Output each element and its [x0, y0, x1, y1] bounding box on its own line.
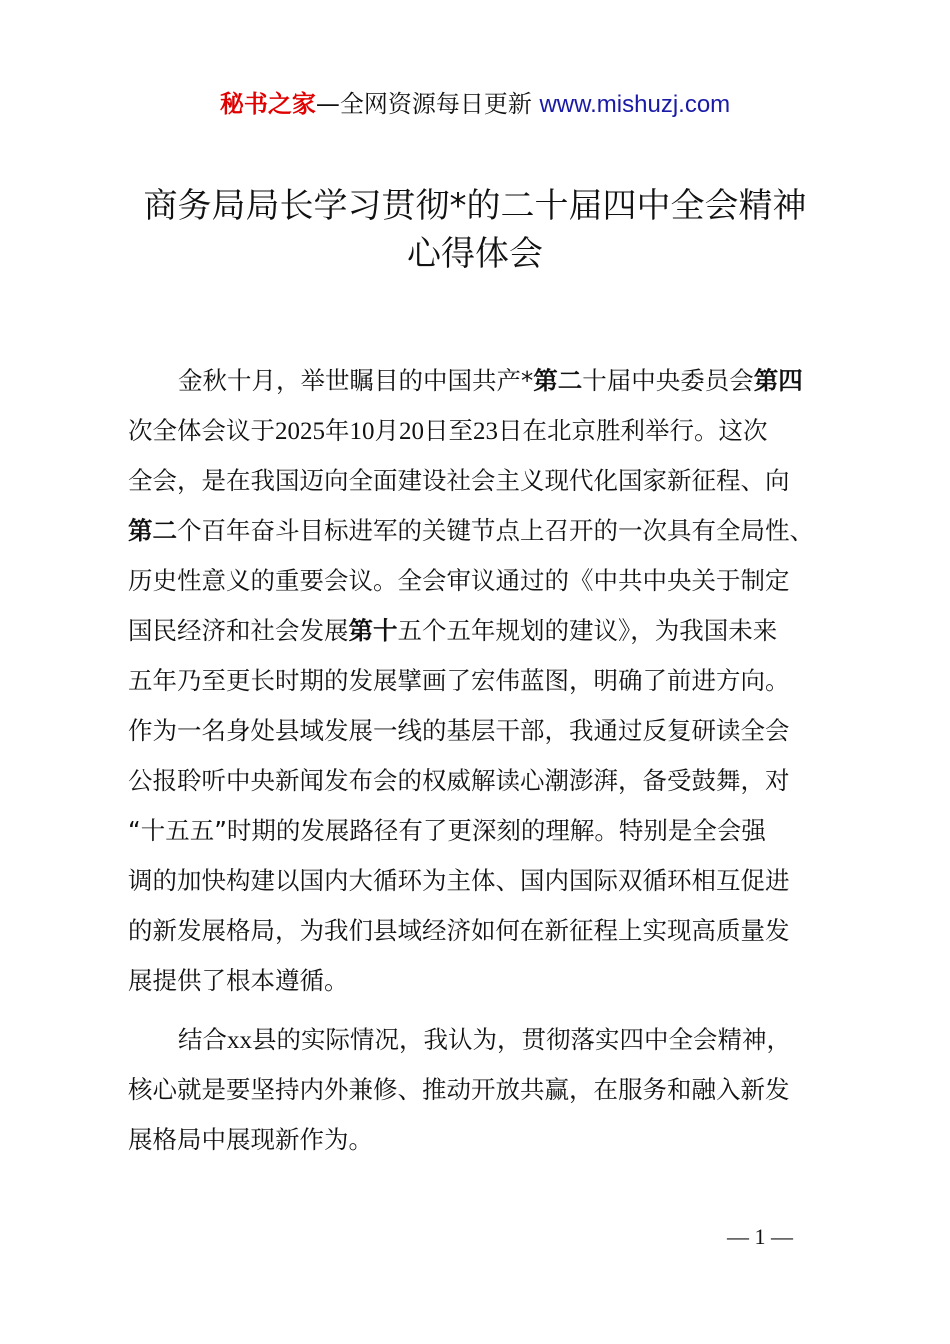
p1-line-7: 五年乃至更长时期的发展擘画了宏伟蓝图，明确了前进方向。 [128, 666, 790, 695]
p1-line-11: 调的加快构建以国内大循环为主体、国内国际双循环相互促进 [128, 866, 790, 895]
site-header [0, 88, 950, 121]
p1-line-2: 次全体会议于2025年10月20日至23日在北京胜利举行。这次 [128, 416, 768, 445]
brand-name: 秘书之家 [219, 90, 316, 118]
paragraph-2 [128, 1015, 858, 1165]
document-title [100, 182, 850, 278]
p1-line-13: 展提供了根本遵循。 [128, 966, 349, 995]
p2-line-1: 结合xx县的实际情况，我认为，贯彻落实四中全会精神， [178, 1025, 791, 1054]
p1-line-5: 历史性意义的重要会议。全会审议通过的《中共中央关于制定 [128, 566, 790, 595]
p1-line-1: 金秋十月，举世瞩目的中国共产*第二十届中央委员会第四 [178, 366, 803, 395]
p1-line-12: 的新发展格局，为我们县域经济如何在新征程上实现高质量发 [128, 916, 790, 945]
header-tagline: —全网资源每日更新 [315, 90, 540, 118]
p1-line-4: 第二个百年奋斗目标进军的关键节点上召开的一次具有全局性、 [128, 516, 814, 545]
p1-line-3: 全会，是在我国迈向全面建设社会主义现代化国家新征程、向 [128, 466, 790, 495]
title-line-1: 商务局局长学习贯彻*的二十届四中全会精神 [143, 186, 807, 226]
page-number: — 1 — [727, 1224, 793, 1249]
title-line-2: 心得体会 [407, 234, 543, 274]
site-url-link[interactable]: www.mishuzj.com [539, 91, 731, 118]
p1-line-6: 国民经济和社会发展第十五个五年规划的建议》，为我国未来 [128, 616, 778, 645]
p2-line-2: 核心就是要坚持内外兼修、推动开放共赢，在服务和融入新发 [128, 1075, 790, 1104]
p1-line-9: 公报聆听中央新闻发布会的权威解读心潮澎湃，备受鼓舞，对 [128, 766, 790, 795]
p1-line-8: 作为一名身处县域发展一线的基层干部，我通过反复研读全会 [128, 716, 790, 745]
p1-line-10: “十五五”时期的发展路径有了更深刻的理解。特别是全会强 [128, 816, 766, 845]
p2-line-3: 展格局中展现新作为。 [128, 1125, 373, 1154]
paragraph-1 [128, 356, 858, 1006]
